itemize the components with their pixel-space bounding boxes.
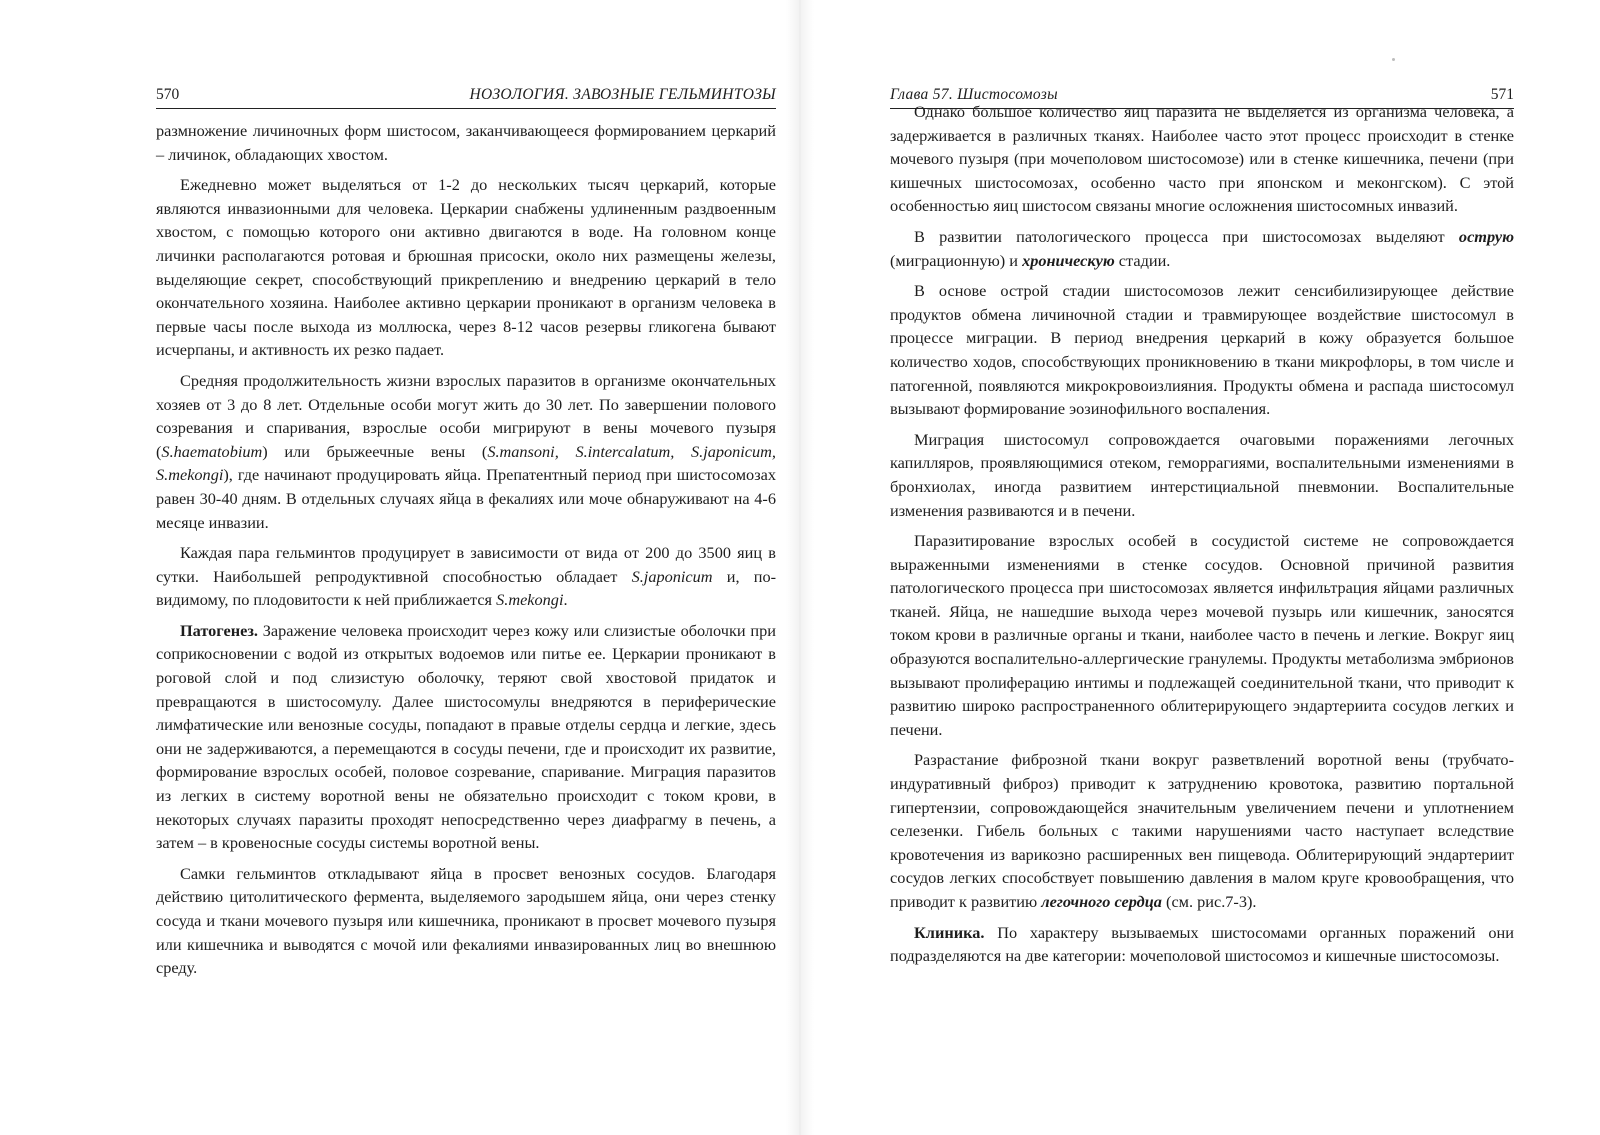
paragraph — [156, 369, 776, 534]
paragraph-text: ), где начинают продуцировать яйца. Препатентный период при шистосомозах равен 30-40 дням. В отдельных случаях яйца в фекалиях или моче обнаруживают на 4-6 месяце инвазии. — [156, 465, 776, 532]
paragraph — [890, 748, 1514, 913]
section-heading: Клиника. — [914, 922, 985, 942]
section-heading: Патогенез. — [180, 620, 258, 640]
species-name: S.japonicum — [631, 566, 713, 586]
emphasis-term: легочного сердца — [1041, 892, 1162, 911]
left-running-title: НОЗОЛОГИЯ. ЗАВОЗНЫЕ ГЕЛЬМИНТОЗЫ — [469, 86, 776, 103]
species-name: S.mansoni, S.intercalatum, S.japonicum, S.mekongi — [156, 441, 776, 485]
paragraph-text: ) или брыжеечные вены ( — [262, 441, 488, 461]
paragraph: Ежедневно может выделяться от 1-2 до нескольких тысяч церкарий, которые являются инвазионными для человека. Церкарии снабжены удлиненным раздвоенным хвостом, с помощью которого они активно двигаются в воде. На головном конце личинки располагаются ротовая и брюшная присоски, около них размещены железы, выделяющие секрет, способствующий прикреплению и внедрению церкарий в тело окончательного хозяина. Наиболее активно церкарии проникают в организм человека в первые часы после выхода из моллюска, через 8-12 часов резервы гликогена бывают исчерпаны, и активность их резко падает. — [156, 175, 776, 360]
paragraph: Однако большое количество яиц паразита не выделяется из организма человека, а задерживается в различных тканях. Наиболее часто этот процесс происходит в стенке мочевого пузыря (при мочеполовом шистосомозе) или в стенке кишечника, печени (при кишечных шистосомозах, особенно часто при японском и меконгском). С этой особенностью яиц шистосом связаны многие осложнения шистосомных инвазий. — [890, 102, 1514, 216]
emphasis-term: острую — [1458, 226, 1514, 246]
paragraph — [890, 921, 1514, 968]
left-page-header — [156, 84, 776, 109]
paragraph-text: Разрастание фиброзной ткани вокруг разветвлений воротной вены (трубчато-индуративный фиброз) приводит к затруднению кровотока, развитию портальной гипертензии, сопровождающейся значительным увеличением печени и уплотнением селезенки. Гибель больных с такими нарушениями часто наступает вследствие кровотечения из варикозно расширенных вен пищевода. Облитерирующий эндартериит сосудов легких способствует повышению давления в малом круге кровообращения, что приводит к развитию — [890, 750, 1514, 911]
right-page-body — [890, 100, 1514, 975]
paragraph: Самки гельминтов откладывают яйца в просвет венозных сосудов. Благодаря действию цитолитического фермента, выделяемого зародышем яйца, они через стенку сосуда и ткани мочевого пузыря или кишечника, проникают в просвет мочевого пузыря или кишечника и выводятся с мочой или фекалиями инвазированных лиц во внешнюю среду. — [156, 863, 776, 978]
paragraph: Паразитирование взрослых особей в сосудистой системе не сопровождается выраженными изменениями в стенке сосудов. Основной причиной развития патологического процесса при шистосомозах является инфильтрация яйцами различных тканей. Яйца, не нашедшие выхода через мочевой пузырь или кишечник, заносятся током крови в различные органы и ткани, наиболее часто в печень и легкие. Вокруг яиц образуются воспалительно-аллергические гранулемы. Продукты метаболизма эмбрионов вызывают пролиферацию интимы и подлежащей соединительной ткани, что приводит к развитию широко распространенного облитерирующего эндартериита сосудов легких и печени. — [890, 531, 1514, 739]
paragraph-text: В развитии патологического процесса при шистосомозах выделяют — [914, 226, 1459, 246]
paragraph — [156, 541, 776, 612]
species-name: S.mekongi — [496, 590, 564, 610]
paragraph-text: и, по-видимому, по плодовитости к ней приближается — [156, 566, 777, 610]
species-name: S.haematobium — [161, 441, 263, 461]
paragraph — [156, 619, 776, 855]
left-page-body — [156, 119, 776, 987]
paragraph-text: Средняя продолжительность жизни взрослых паразитов в организме окончательных хозяев от 3 до 8 лет. Отдельные особи могут жить до 30 лет. По завершении полового созревания и спаривания, взрослые особи мигрируют в вены мочевого пузыря ( — [156, 370, 776, 461]
right-running-title: Глава 57. Шистосомозы — [890, 86, 1058, 103]
paragraph-text: (миграционную) и — [890, 250, 1023, 270]
paragraph-text: Заражение человека происходит через кожу или слизистые оболочки при соприкосновении с водой из открытых водоемов или питье ее. Церкарии проникают в роговой слой и под слизистую оболочку, теряют свой хвостовой придаток и превращаются в шистосомулу. Далее шистосомулы внедряются в периферические лимфатические или венозные сосуды, попадают в правые отделы сердца и легкие, здесь они не задерживаются, а перемещаются в сосуды печени, где и происходит их развитие, формирование взрослых особей, половое созревание, спаривание. Миграция паразитов из легких в систему воротной вены не обязательно происходит с током крови, в некоторых случаях паразиты проходят непосредственно через диафрагму в печень, а затем – в кровеносные сосуды системы воротной вены. — [156, 620, 776, 853]
left-page-number: 570 — [156, 86, 180, 103]
paragraph-text: По характеру вызываемых шистосомами органных поражений они подразделяются на две категории: мочеполовой шистосомоз и кишечные шистосомозы. — [890, 922, 1514, 966]
paragraph-text: . — [563, 590, 568, 610]
paragraph-text: Каждая пара гельминтов продуцирует в зависимости от вида от 200 до 3500 яиц в сутки. Наибольшей репродуктивной способностью обладает — [156, 543, 776, 586]
right-page-number: 571 — [1490, 86, 1514, 103]
emphasis-term: хроническую — [1022, 250, 1115, 270]
paragraph-text: стадии. — [1114, 250, 1171, 270]
paragraph — [890, 225, 1514, 272]
paragraph-text: (см. рис.7-3). — [1161, 892, 1257, 911]
paragraph: В основе острой стадии шистосомозов лежит сенсибилизирующее действие продуктов обмена личиночной стадии и травмирующее воздействие шистосомул в процессе миграции. В период внедрения церкарий в кожу образуется большое количество ходов, способствующих проникновению в ткани микрофлоры, в том числе и патогенной, появляются микрокровоизлияния. Продукты обмена и распада шистосомул вызывают формирование эозинофильного воспаления. — [890, 281, 1514, 419]
paragraph: размножение личиночных форм шистосом, заканчивающееся формированием церкарий – личинок, обладающих хвостом. — [156, 121, 776, 164]
paragraph: Миграция шистосомул сопровождается очаговыми поражениями легочных капилляров, проявляющимися отеком, геморрагиями, воспалительными изменениями в бронхиолах, иногда развитием интерстициальной пневмонии. Воспалительные изменения развиваются и в печени. — [890, 429, 1514, 520]
